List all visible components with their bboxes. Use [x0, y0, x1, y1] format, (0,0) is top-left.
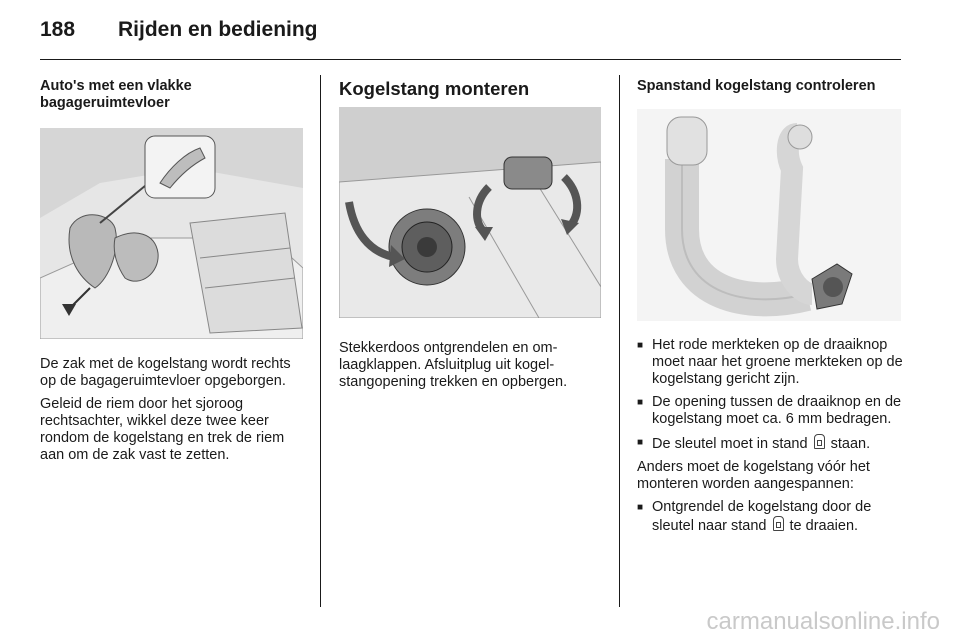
towbar-illustration [637, 109, 901, 321]
page-number: 188 [40, 18, 76, 41]
column-divider-1 [320, 75, 321, 607]
unlock-list [637, 499, 903, 535]
caption-socket: Stekkerdoos ontgrendelen en omlaagklappen. Afsluitplug uit kogelstangopening trekken en opbergen. [339, 340, 568, 390]
list-item: ■ Ontgrendel de kogelstang door de sleutel naar stand te draaien. [637, 499, 872, 534]
section-heading-flat-floor: Auto's met een vlakke bagageruimtevloer [40, 78, 192, 111]
unlock-symbol-icon [773, 516, 784, 531]
column-divider-2 [619, 75, 620, 607]
trunk-bag-illustration [40, 128, 303, 339]
bullet-icon: ■ [637, 437, 644, 448]
column-1 [40, 78, 304, 464]
list-item: ■ De sleutel moet in stand staan. [637, 436, 871, 452]
column-3 [637, 78, 903, 535]
bullet-icon: ■ [637, 397, 644, 408]
bullet-icon: ■ [637, 502, 644, 513]
socket-illustration [339, 107, 601, 318]
column-2 [339, 78, 603, 391]
page-title: Rijden en bediening [118, 18, 318, 41]
paragraph-bag-location: De zak met de kogelstang wordt rechts op de bagageruimtevloer opgeborgen. [40, 356, 291, 389]
unlock-symbol-icon [814, 434, 825, 449]
bullet-icon: ■ [637, 340, 644, 351]
watermark: carmanualsonline.info [706, 608, 940, 635]
section-heading-mount-towbar: Kogelstang monteren [339, 78, 530, 99]
list-item: ■ De opening tussen de draaiknop en de kogelstang moet ca. 6 mm bedragen. [637, 394, 902, 427]
tension-checklist [637, 337, 903, 453]
page-header [40, 18, 318, 42]
figure-towbar [637, 109, 901, 321]
header-rule [40, 59, 901, 60]
figure-trunk-bag [40, 128, 303, 339]
list-item: ■ Het rode merkteken op de draaiknop moet naar het groene merkteken op de kogelstang gericht zijn. [637, 337, 903, 387]
section-heading-tension-check: Spanstand kogelstang controleren [637, 78, 876, 94]
paragraph-strap-instructions: Geleid de riem door het sjoroog rechtsachter, wikkel deze twee keer rondom de kogelstang en trek de riem aan om de zak vast te zetten. [40, 396, 285, 463]
paragraph-otherwise: Anders moet de kogelstang vóór het monteren worden aangespannen: [637, 459, 870, 492]
figure-socket [339, 107, 601, 318]
